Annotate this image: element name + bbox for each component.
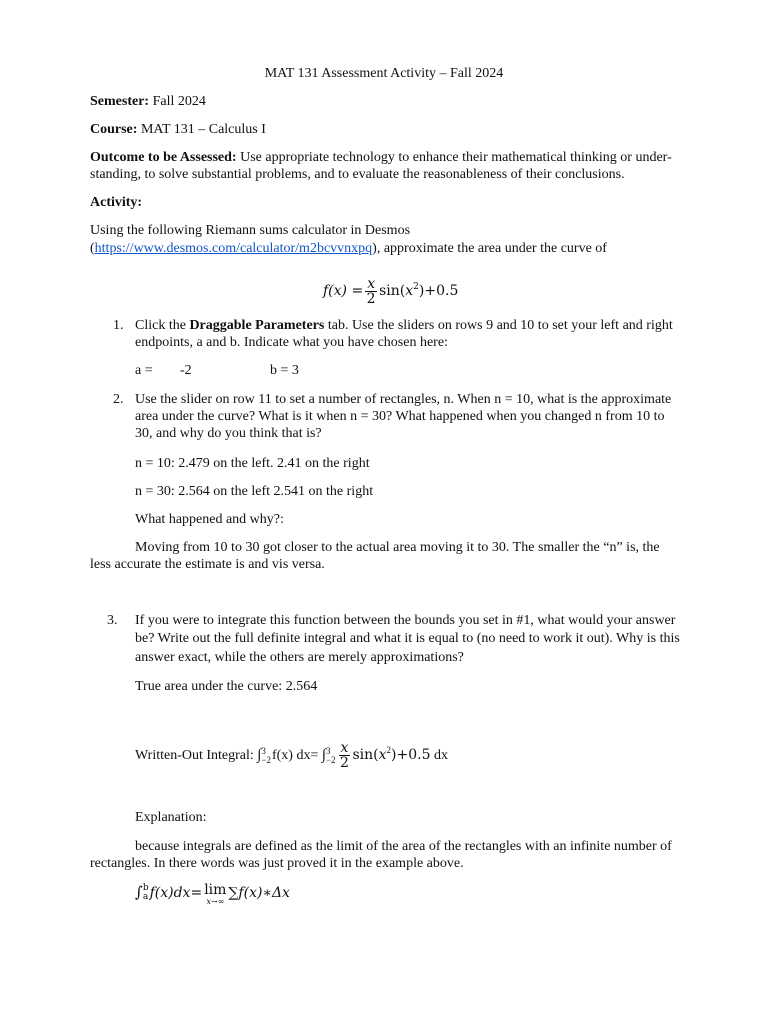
course-line — [90, 121, 266, 138]
q2-what-happened: What happened and why?: — [135, 512, 284, 527]
semester-label: Semester: — [90, 94, 150, 109]
q2-explain-1: Moving from 10 to 30 got closer to the actual area moving it to 30. The smaller the “n” is, the — [135, 540, 660, 555]
q2-number: 2. — [113, 392, 124, 407]
q1-line-2: endpoints, a and b. Indicate what you have chosen here: — [135, 335, 448, 350]
course-value: MAT 131 – Calculus I — [137, 122, 266, 137]
q1-b-answer: b = 3 — [270, 363, 299, 378]
integral-symbol: ∫ — [135, 883, 143, 901]
q2-answer-n10: n = 10: 2.479 on the left. 2.41 on the right — [135, 456, 370, 471]
outcome-text-1: Use appropriate technology to enhance their mathematical thinking or under- — [236, 150, 672, 165]
q3-number: 3. — [107, 613, 118, 628]
semester-line — [90, 93, 206, 110]
outcome-label: Outcome to be Assessed: — [90, 150, 237, 165]
q3-line-2: be? Write out the full definite integral and what it is equal to (no need to work it out). Why is this — [135, 631, 680, 646]
q1-line-1: Click the Draggable Parameters tab. Use the sliders on rows 9 and 10 to set your left and right — [135, 318, 673, 333]
semester-value: Fall 2024 — [149, 94, 206, 109]
explanation-label: Explanation: — [135, 810, 207, 825]
outcome-line-1 — [90, 149, 672, 166]
document-title: MAT 131 Assessment Activity – Fall 2024 — [264, 66, 504, 81]
intro-line-1: Using the following Riemann sums calculator in Desmos — [90, 223, 411, 238]
q1-a-label: a = — [135, 363, 153, 378]
desmos-link[interactable]: https://www.desmos.com/calculator/m2bcvvnxpq — [94, 241, 373, 256]
written-integral: Written-Out Integral: ∫ 3 −2 f(x) dx= ∫ 3 −2 $\frac{x}{2}$ $\sin(x^2)+0.5$ dx — [135, 740, 448, 772]
explanation-line-1: because integrals are defined as the limit of the area of the rectangles with an infinite number of — [135, 839, 672, 854]
explanation-line-2: rectangles. In there words was just proved it in the example above. — [90, 856, 464, 871]
q3-line-3: answer exact, while the others are merely approximations? — [135, 650, 464, 665]
q2-explain-2: less accurate the estimate is and vis versa. — [90, 557, 325, 572]
q3-true-area: True area under the curve: 2.564 — [135, 679, 318, 694]
outcome-line-2: standing, to solve substantial problems, and to evaluate the reasonableness of their conclusions. — [90, 167, 625, 182]
activity-label: Activity: — [90, 195, 143, 210]
q2-answer-n30: n = 30: 2.564 on the left 2.541 on the right — [135, 484, 374, 499]
integral-symbol: ∫ — [321, 747, 326, 763]
q3-line-1: If you were to integrate this function between the bounds you set in #1, what would your answer — [135, 613, 676, 628]
q1-number: 1. — [113, 318, 124, 333]
integral-symbol: ∫ — [257, 747, 262, 763]
q1-a-value: -2 — [180, 363, 192, 378]
q2-line-2: area under the curve? What is it when n = 30? What happened when you changed n from 10 to — [135, 409, 665, 424]
function-equation: f(x) = $\frac{x}{2}$ $\sin(x^2)+0.5$ — [323, 275, 459, 307]
course-label: Course: — [90, 122, 138, 137]
intro-line-2: (https://www.desmos.com/calculator/m2bcvvnxpq), approximate the area under the curve of — [90, 241, 607, 256]
q2-line-1: Use the slider on row 11 to set a number of rectangles, n. When n = 10, what is the approximate — [135, 392, 672, 407]
q2-line-3: 30, and why do you think that is? — [135, 426, 322, 441]
limit-definition-formula: ∫ b a f(x)dx= lim x→∞ ∑f(x)∗Δx — [135, 882, 290, 906]
